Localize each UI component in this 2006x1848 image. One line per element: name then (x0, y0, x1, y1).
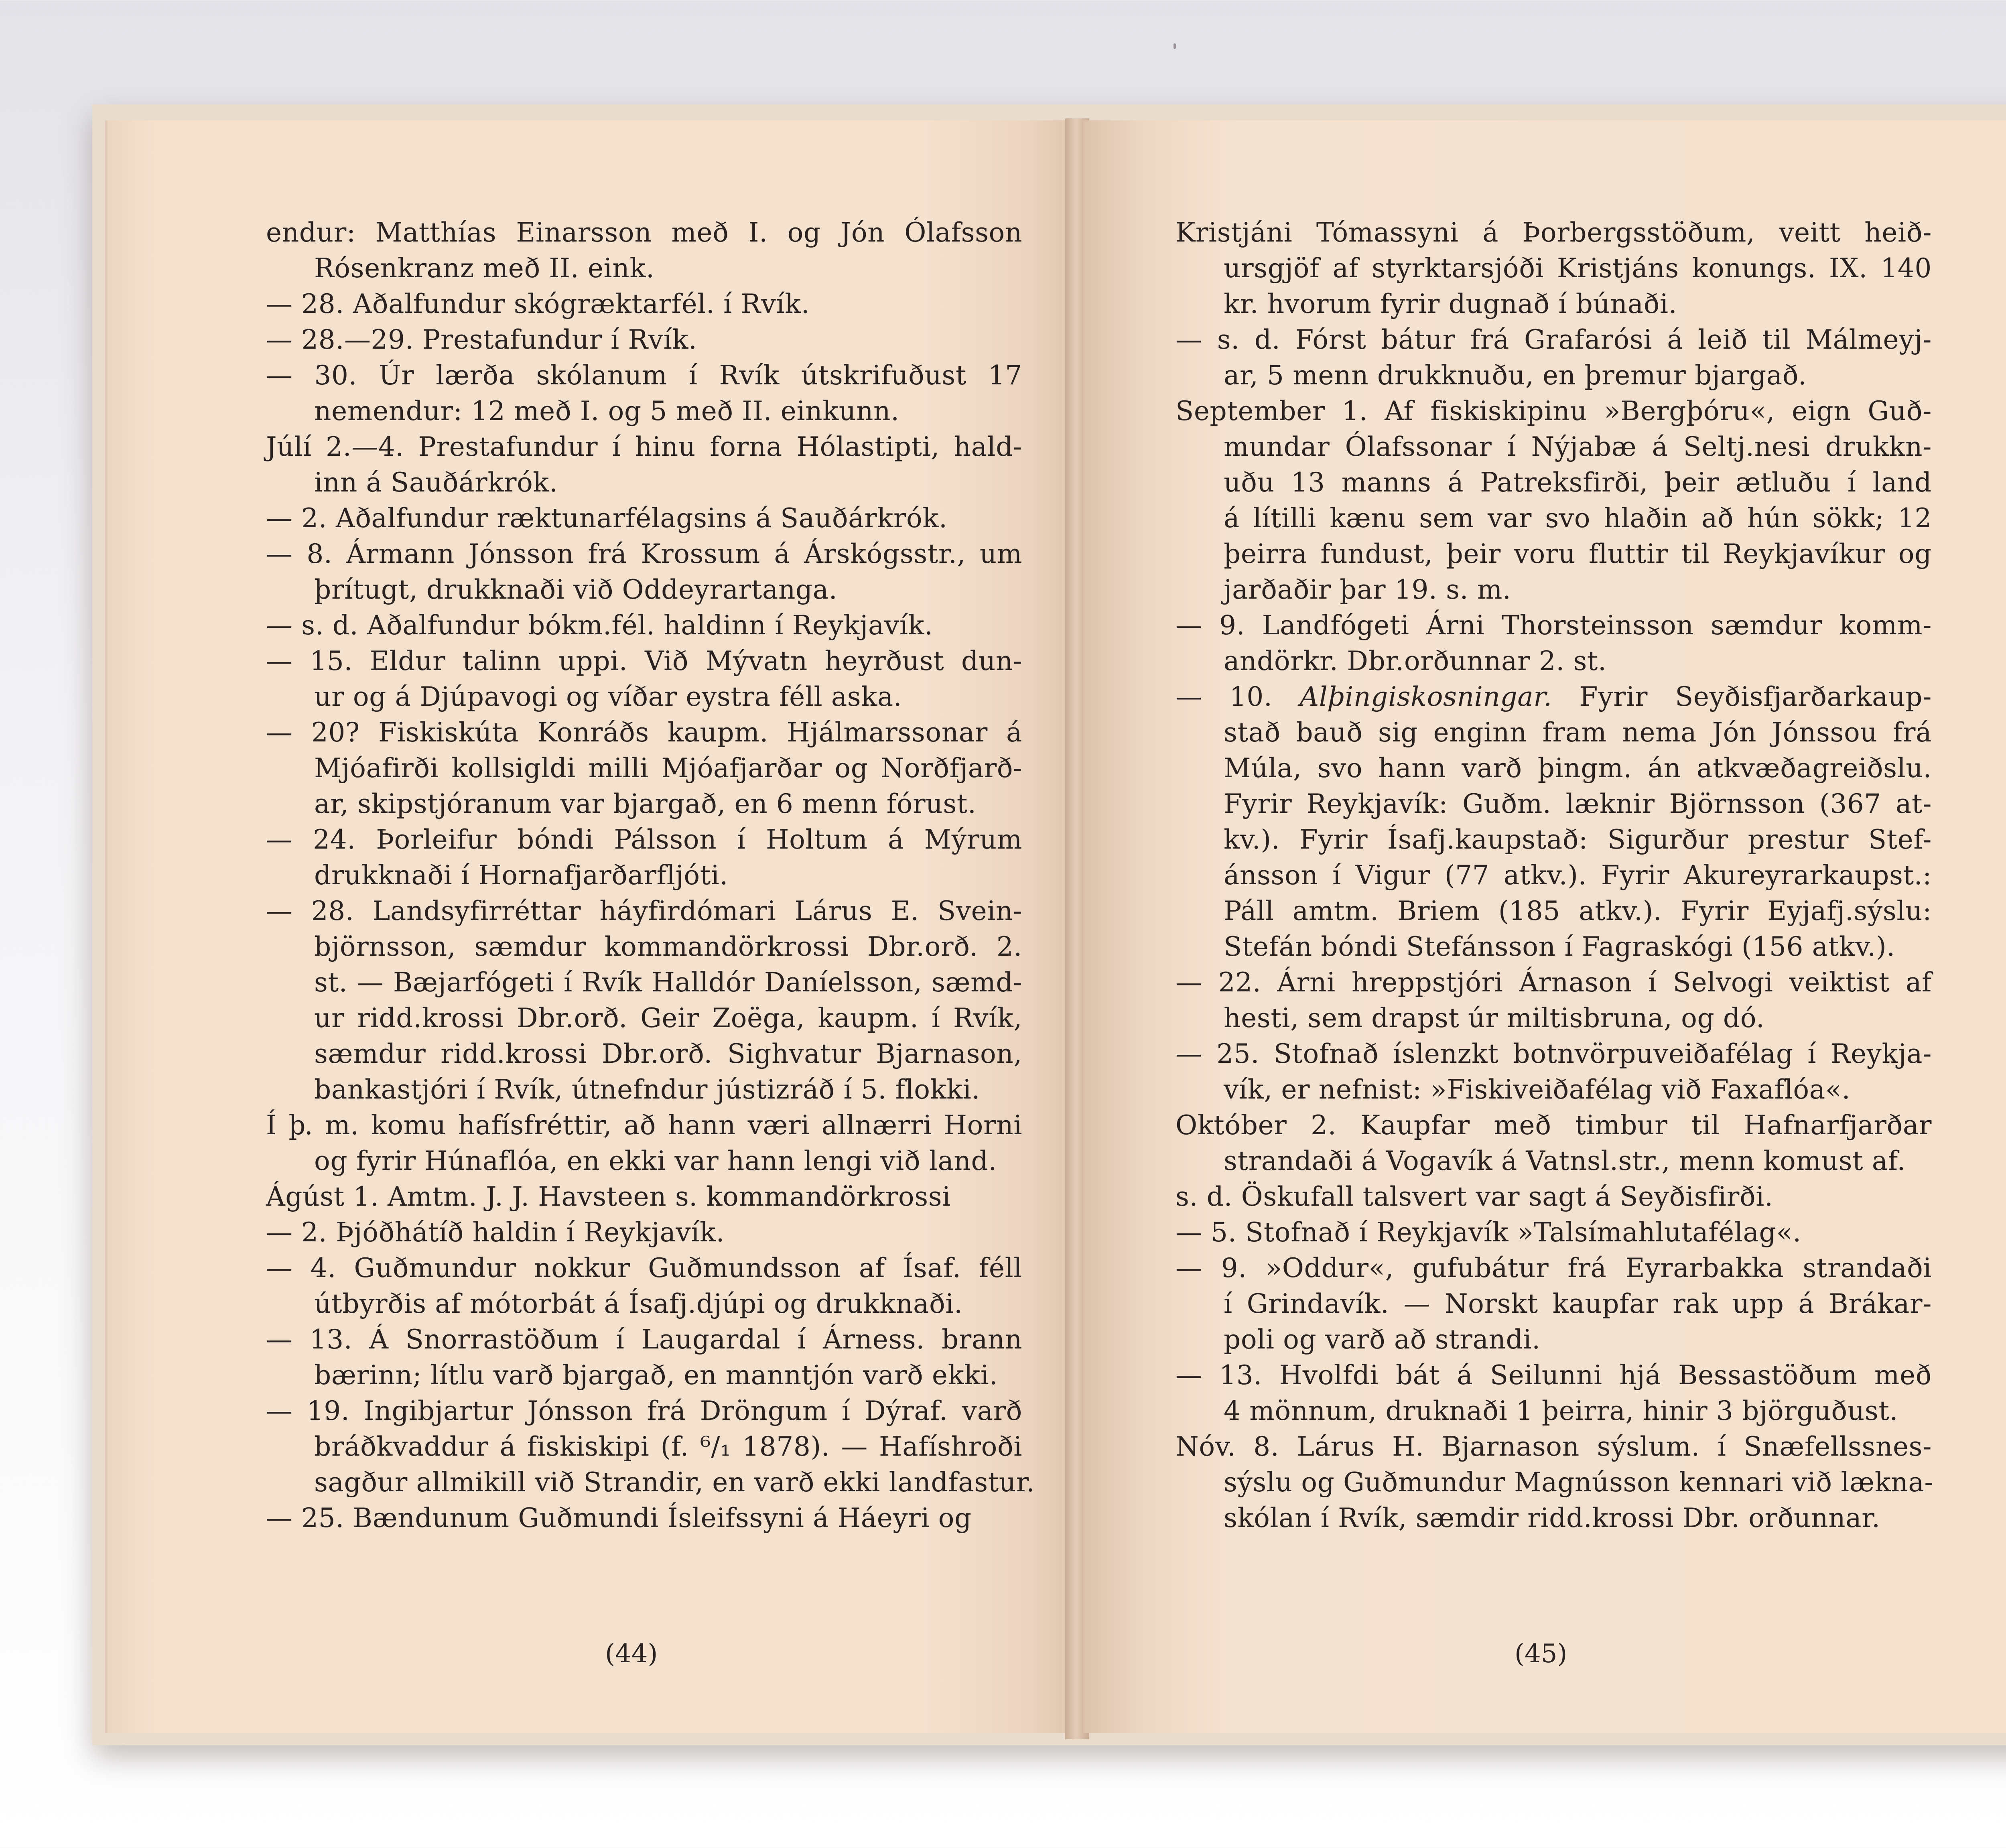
text-line: hesti, sem drapst úr miltisbruna, og dó. (1224, 1003, 1765, 1034)
text-line: Kristjáni Tómassyni á Þorbergsstöðum, veitt heið- (1176, 217, 1932, 248)
text-line: Ágúst 1. Amtm. J. J. Havsteen s. kommandörkrossi (266, 1181, 951, 1212)
text-line: björnsson, sæmdur kommandörkrossi Dbr.orð. 2. (314, 931, 1022, 962)
left-page (105, 120, 1078, 1733)
text-line: stað bauð sig enginn fram nema Jón Jónssou frá (1224, 717, 1932, 748)
text-line: þeirra fundust, þeir voru fluttir til Reykjavíkur og (1224, 538, 1932, 569)
text-line: strandaði á Vogavík á Vatnsl.str., menn komust af. (1224, 1145, 1906, 1176)
text-line: — 28. Aðalfundur skógræktarfél. í Rvík. (266, 288, 810, 319)
italic-heading: Alþingiskosningar. (1299, 681, 1552, 712)
text-line: jarðaðir þar 19. s. m. (1224, 574, 1511, 605)
text-line: — 24. Þorleifur bóndi Pálsson í Holtum á Mýrum (266, 824, 1022, 855)
text-line: — 22. Árni hreppstjóri Árnason í Selvogi veiktist af (1176, 967, 1932, 998)
text-line: — 9. »Oddur«, gufubátur frá Eyrarbakka strandaði (1176, 1253, 1932, 1283)
text-line: Páll amtm. Briem (185 atkv.). Fyrir Eyjafj.sýslu: (1224, 896, 1932, 926)
text-line: ánsson í Vigur (77 atkv.). Fyrir Akureyrarkaupst.: (1224, 860, 1932, 891)
text-line: bærinn; lítlu varð bjargað, en manntjón varð ekki. (314, 1360, 998, 1391)
text-line: á lítilli kænu sem var svo hlaðin að hún sökk; 12 (1224, 503, 1932, 534)
text-line: — 13. Á Snorrastöðum í Laugardal í Árness. brann (266, 1324, 1022, 1355)
left-page-text (266, 215, 1035, 1536)
text-line: st. — Bæjarfógeti í Rvík Halldór Daníelsson, sæmd- (314, 967, 1022, 998)
text-line: — 5. Stofnað í Reykjavík »Talsímahlutafélag«. (1176, 1217, 1801, 1248)
text-line: Stefán bóndi Stefánsson í Fagraskógi (156 atkv.). (1224, 931, 1895, 962)
right-page (1083, 120, 2006, 1733)
text-line: — 25. Stofnað íslenzkt botnvörpuveiðafélag í Reykja- (1176, 1038, 1932, 1069)
text-line: — 25. Bændunum Guðmundi Ísleifssyni á Háeyri og (266, 1503, 972, 1533)
text-line: Í þ. m. komu hafísfréttir, að hann væri allnærri Horni (266, 1110, 1022, 1141)
text-line: inn á Sauðárkrók. (314, 467, 558, 498)
text-line: — 10. Alþingiskosningar. Fyrir Seyðisfjarðarkaup- (1176, 681, 1932, 712)
text-line: Mjóafirði kollsigldi milli Mjóafjarðar og Norðfjarð- (314, 753, 1022, 784)
text-line: þrítugt, drukknaði við Oddeyrartanga. (314, 574, 838, 605)
text-line: — 8. Ármann Jónsson frá Krossum á Árskógsstr., um (266, 538, 1022, 569)
text-line: andörkr. Dbr.orðunnar 2. st. (1224, 646, 1607, 676)
text-line: 4 mönnum, druknaði 1 þeirra, hinir 3 björguðust. (1224, 1395, 1898, 1426)
text-line: Múla, svo hann varð þingm. án atkvæðagreiðslu. (1224, 753, 1932, 784)
text-line: — 15. Eldur talinn uppi. Við Mývatn heyrðust dun- (266, 646, 1022, 676)
text-line: — 19. Ingibjartur Jónsson frá Dröngum í Dýraf. varð (266, 1395, 1022, 1426)
text-line: nemendur: 12 með I. og 5 með II. einkunn. (314, 396, 899, 426)
text-line: ursgjöf af styrktarsjóði Kristjáns konungs. IX. 140 (1224, 253, 1932, 284)
text-line: mundar Ólafssonar í Nýjabæ á Seltj.nesi drukkn- (1224, 431, 1932, 462)
text-line: — 2. Þjóðhátíð haldin í Reykjavík. (266, 1217, 725, 1248)
text-line: drukknaði í Hornafjarðarfljóti. (314, 860, 729, 891)
text-line: sæmdur ridd.krossi Dbr.orð. Sighvatur Bjarnason, (314, 1038, 1022, 1069)
background-speck (1174, 43, 1176, 49)
right-page-text (1176, 215, 1932, 1536)
text-line: poli og varð að strandi. (1224, 1324, 1541, 1355)
text-line: sagður allmikill við Strandir, en varð ekki landfastur. (314, 1467, 1035, 1498)
text-line: kv.). Fyrir Ísafj.kaupstað: Sigurður prestur Stef- (1224, 824, 1932, 855)
page-number-right: (45) (1515, 1639, 1567, 1669)
text-line: Júlí 2.—4. Prestafundur í hinu forna Hólastipti, hald- (266, 431, 1022, 462)
text-line: — 9. Landfógeti Árni Thorsteinsson sæmdur komm- (1176, 610, 1932, 641)
text-line: — 4. Guðmundur nokkur Guðmundsson af Ísaf. féll (266, 1253, 1022, 1283)
text-line: — 28.—29. Prestafundur í Rvík. (266, 324, 697, 355)
text-line: Rósenkranz með II. eink. (314, 253, 655, 284)
text-line: Nóv. 8. Lárus H. Bjarnason sýslum. í Snæfellssnes- (1176, 1431, 1932, 1462)
text-line: — 13. Hvolfdi bát á Seilunni hjá Bessastöðum með (1176, 1360, 1932, 1391)
text-line: uðu 13 manns á Patreksfirði, þeir ætluðu í land (1224, 467, 1932, 498)
text-line: ur og á Djúpavogi og víðar eystra féll aska. (314, 681, 902, 712)
text-line: ar, 5 menn drukknuðu, en þremur bjargað. (1224, 360, 1807, 391)
text-line: skólan í Rvík, sæmdir ridd.krossi Dbr. orðunnar. (1224, 1503, 1880, 1533)
text-line: Október 2. Kaupfar með timbur til Hafnarfjarðar (1176, 1110, 1932, 1141)
text-line: — 30. Úr lærða skólanum í Rvík útskrifuðust 17 (266, 360, 1022, 391)
text-line: — 2. Aðalfundur ræktunarfélagsins á Sauðárkrók. (266, 503, 948, 534)
text-line: — 20? Fiskiskúta Konráðs kaupm. Hjálmarssonar á (266, 717, 1022, 748)
text-line: bráðkvaddur á fiskiskipi (f. ⁶/₁ 1878). — Hafíshroði (314, 1431, 1022, 1462)
text-line: September 1. Af fiskiskipinu »Bergþóru«, eign Guð- (1176, 396, 1932, 426)
page-number-left: (44) (605, 1639, 658, 1669)
text-line: bankastjóri í Rvík, útnefndur jústizráð í 5. flokki. (314, 1074, 981, 1105)
text-line: vík, er nefnist: »Fiskiveiðafélag við Faxaflóa«. (1224, 1074, 1851, 1105)
text-line: — s. d. Aðalfundur bókm.fél. haldinn í Reykjavík. (266, 610, 933, 641)
text-line: — s. d. Fórst bátur frá Grafarósi á leið til Málmeyj- (1176, 324, 1932, 355)
text-line: ar, skipstjóranum var bjargað, en 6 menn fórust. (314, 788, 977, 819)
text-line: Fyrir Reykjavík: Guðm. læknir Björnsson (367 at- (1224, 788, 1932, 819)
text-line: endur: Matthías Einarsson með I. og Jón Ólafsson (266, 217, 1022, 248)
text-line: ur ridd.krossi Dbr.orð. Geir Zoëga, kaupm. í Rvík, (314, 1003, 1022, 1034)
text-line: kr. hvorum fyrir dugnað í búnaði. (1224, 288, 1677, 319)
text-line: útbyrðis af mótorbát á Ísafj.djúpi og drukknaði. (314, 1288, 963, 1319)
text-line: — 28. Landsyfirréttar háyfirdómari Lárus E. Svein- (266, 896, 1022, 926)
text-line: og fyrir Húnaflóa, en ekki var hann lengi við land. (314, 1145, 997, 1176)
text-line: s. d. Öskufall talsvert var sagt á Seyðisfirði. (1176, 1181, 1773, 1212)
text-line: sýslu og Guðmundur Magnússon kennari við lækna- (1224, 1467, 1934, 1498)
text-line: í Grindavík. — Norskt kaupfar rak upp á Brákar- (1224, 1288, 1932, 1319)
